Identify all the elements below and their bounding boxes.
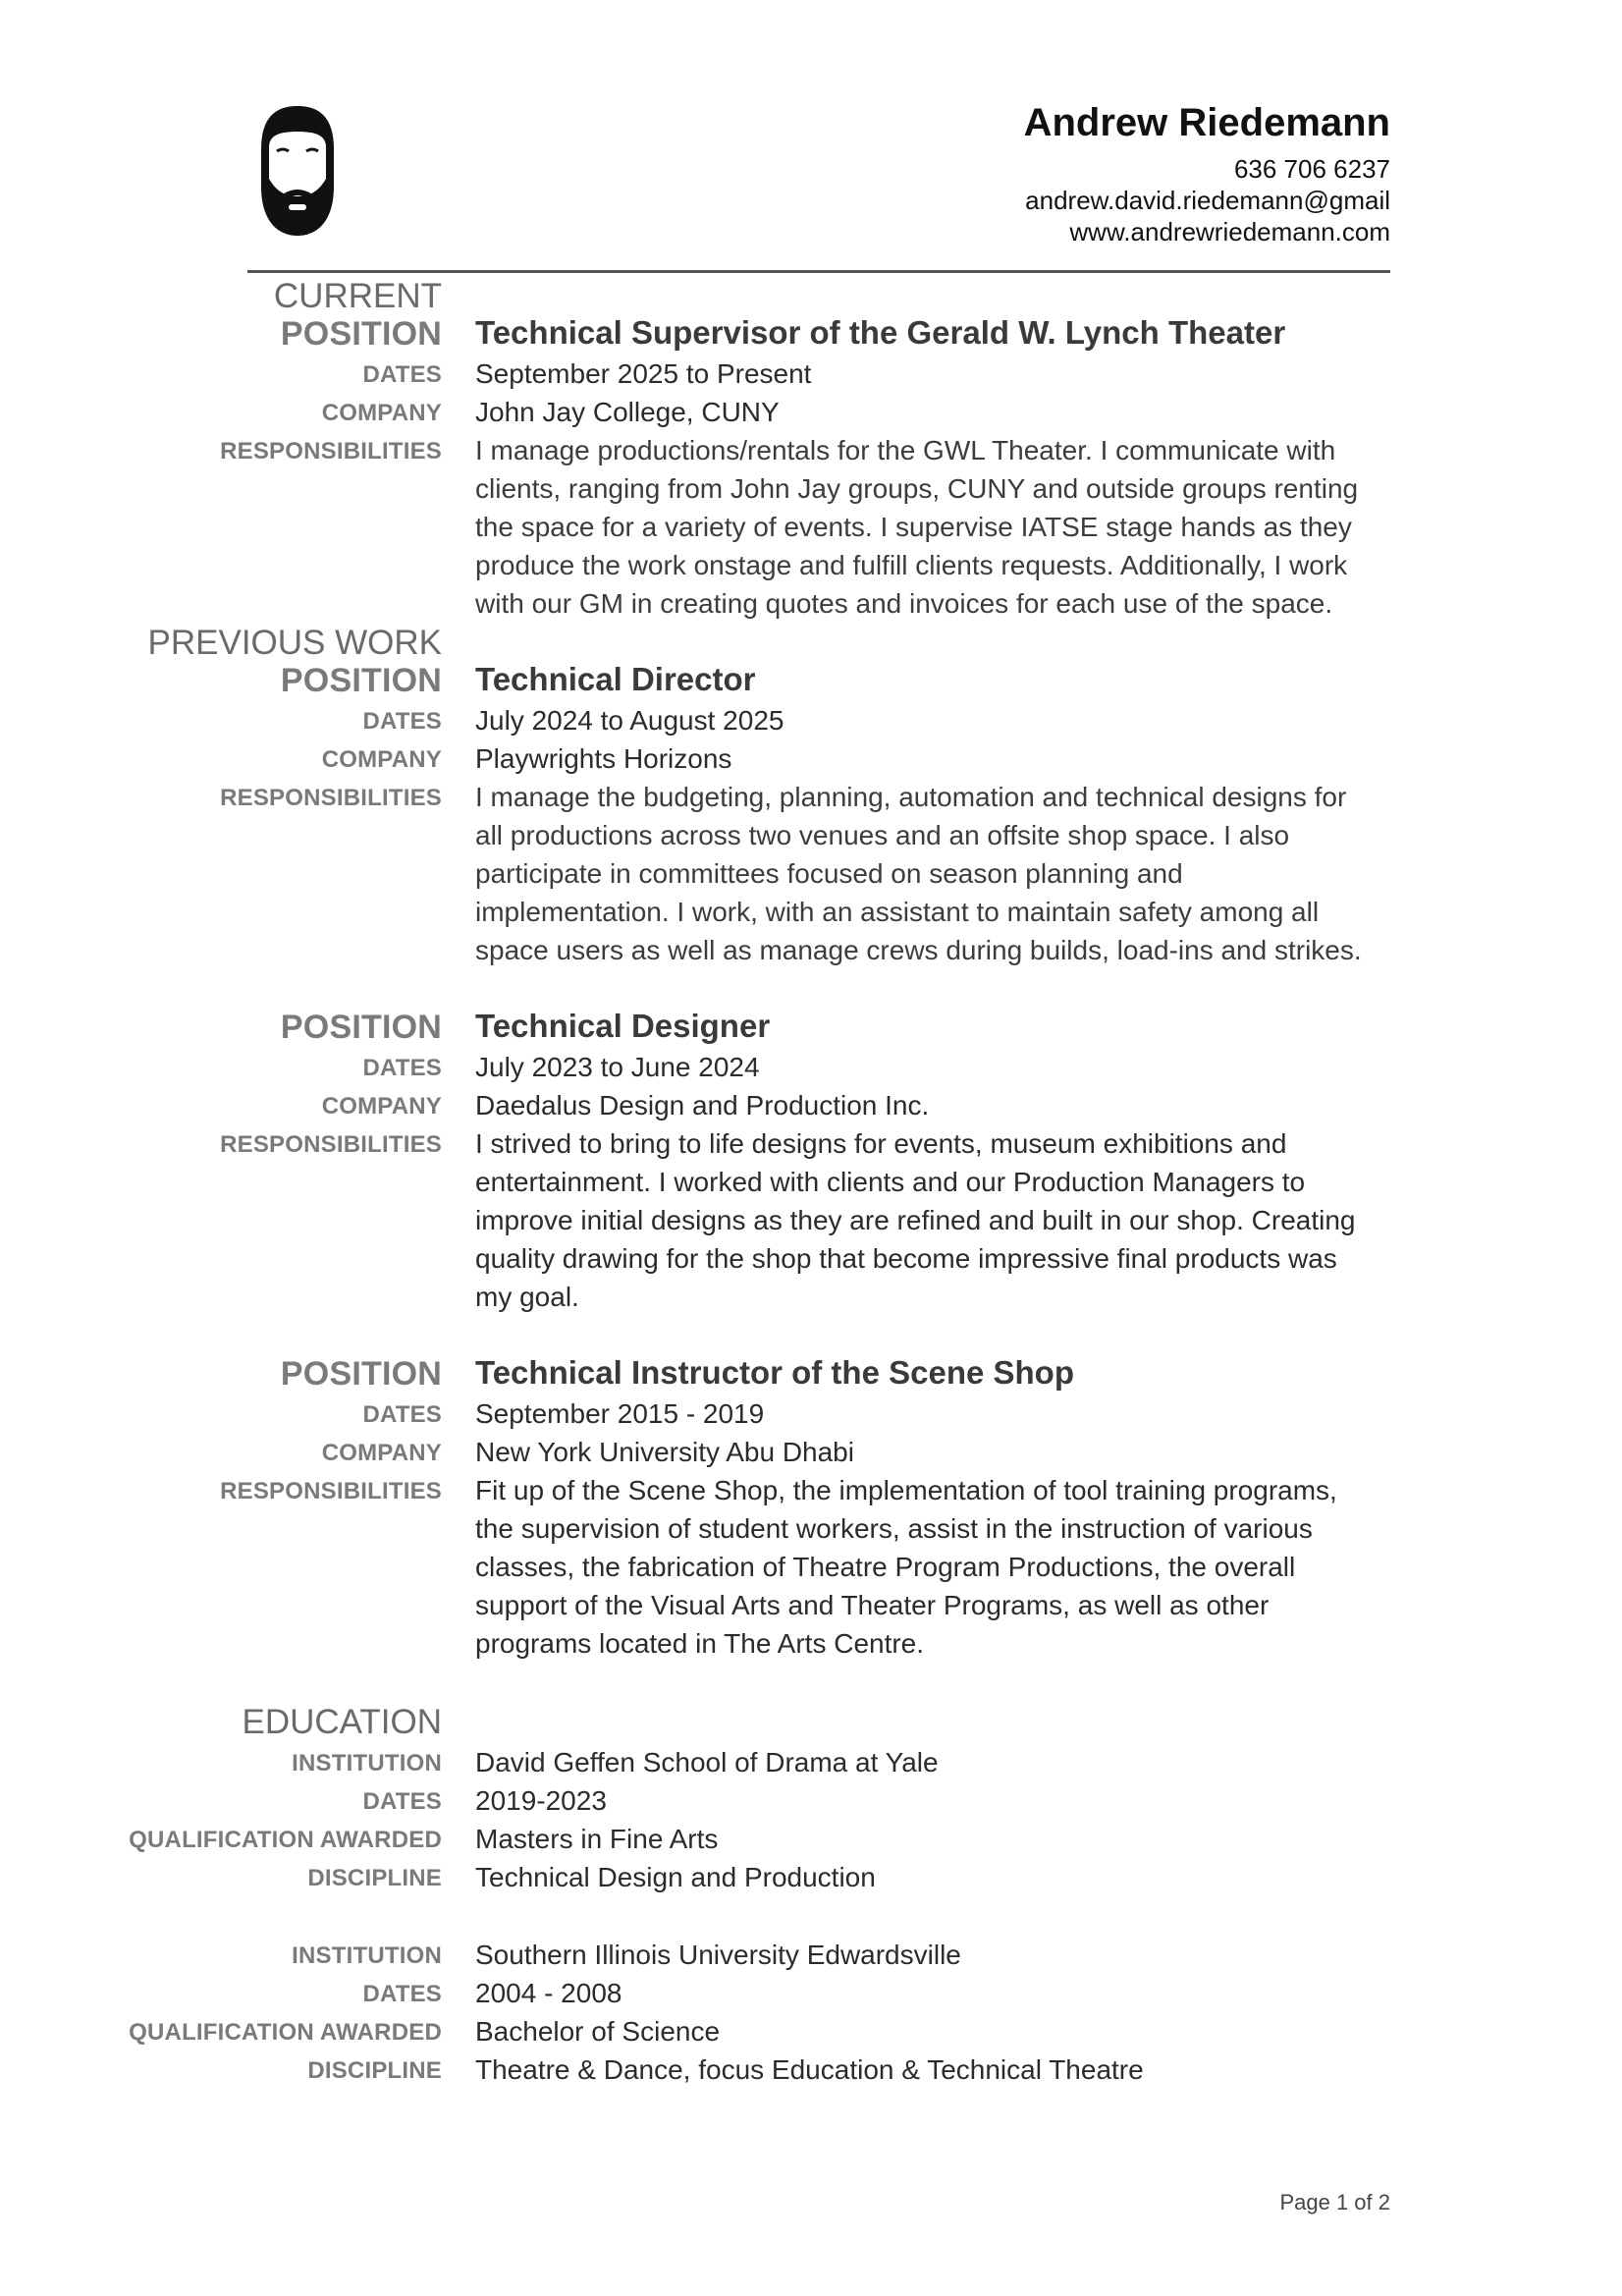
resp-line: my goal. <box>475 1282 579 1312</box>
resp-line: implementation. I work, with an assistant to maintain safety among all <box>475 897 1320 927</box>
job-title: Technical Supervisor of the Gerald W. Lynch Theater <box>475 314 1286 351</box>
edu-institution: David Geffen School of Drama at Yale <box>475 1747 939 1777</box>
institution-label: INSTITUTION <box>292 1750 442 1777</box>
dates-label: DATES <box>362 1401 442 1428</box>
position-label: POSITION <box>280 315 442 353</box>
section-current: CURRENT <box>273 277 442 315</box>
resp-line: support of the Visual Arts and Theater Programs, as well as other <box>475 1590 1270 1620</box>
job-company: New York University Abu Dhabi <box>475 1437 854 1467</box>
dates-label: DATES <box>362 1981 442 2007</box>
edu-institution: Southern Illinois University Edwardsville <box>475 1940 961 1970</box>
job-dates: September 2025 to Present <box>475 358 812 389</box>
resp-line: I manage productions/rentals for the GWL Theater. I communicate with <box>475 435 1336 465</box>
job-dates: July 2023 to June 2024 <box>475 1052 760 1082</box>
header-divider <box>247 270 1390 273</box>
position-label: POSITION <box>280 662 442 699</box>
dates-label: DATES <box>362 1788 442 1815</box>
resp-line: all productions across two venues and an offsite shop space. I also <box>475 820 1290 850</box>
avatar-bearded-face-icon <box>257 102 338 240</box>
job-responsibilities <box>475 431 1398 623</box>
discipline-label: DISCIPLINE <box>307 2057 442 2084</box>
position-label: POSITION <box>280 1355 442 1393</box>
dates-label: DATES <box>362 1055 442 1081</box>
job-responsibilities <box>475 778 1398 969</box>
edu-dates: 2019-2023 <box>475 1785 607 1816</box>
resp-line: Fit up of the Scene Shop, the implementation of tool training programs, <box>475 1475 1337 1505</box>
position-label: POSITION <box>280 1009 442 1046</box>
qualification-label: QUALIFICATION AWARDED <box>129 1827 442 1853</box>
job-dates: September 2015 - 2019 <box>475 1398 765 1429</box>
company-label: COMPANY <box>321 1440 442 1466</box>
email-address[interactable]: andrew.david.riedemann@gmail <box>1025 186 1390 215</box>
job-responsibilities <box>475 1124 1398 1316</box>
company-label: COMPANY <box>321 1093 442 1120</box>
page-number: Page 1 of 2 <box>1279 2190 1390 2214</box>
responsibilities-label: RESPONSIBILITIES <box>220 785 442 811</box>
resp-line: improve initial designs as they are refined and built in our shop. Creating <box>475 1205 1356 1235</box>
edu-dates: 2004 - 2008 <box>475 1978 622 2008</box>
website-link[interactable]: www.andrewriedemann.com <box>1069 217 1390 246</box>
resp-line: I strived to bring to life designs for events, museum exhibitions and <box>475 1128 1287 1159</box>
section-education: EDUCATION <box>242 1703 442 1741</box>
job-company: John Jay College, CUNY <box>475 397 780 427</box>
qualification-label: QUALIFICATION AWARDED <box>129 2019 442 2046</box>
job-company: Daedalus Design and Production Inc. <box>475 1090 930 1121</box>
resp-line: entertainment. I worked with clients and our Production Managers to <box>475 1167 1306 1197</box>
resp-line: participate in committees focused on season planning and <box>475 858 1183 889</box>
resp-line: produce the work onstage and fulfill clients requests. Additionally, I work <box>475 550 1348 580</box>
job-title: Technical Designer <box>475 1008 771 1044</box>
company-label: COMPANY <box>321 746 442 773</box>
job-title: Technical Director <box>475 661 756 697</box>
phone-number: 636 706 6237 <box>1233 154 1390 184</box>
resp-line: quality drawing for the shop that become impressive final products was <box>475 1243 1337 1274</box>
edu-discipline: Technical Design and Production <box>475 1862 876 1892</box>
job-dates: July 2024 to August 2025 <box>475 705 784 736</box>
responsibilities-label: RESPONSIBILITIES <box>220 1131 442 1158</box>
dates-label: DATES <box>362 708 442 735</box>
discipline-label: DISCIPLINE <box>307 1865 442 1891</box>
candidate-name: Andrew Riedemann <box>1023 101 1390 144</box>
resp-line: clients, ranging from John Jay groups, CUNY and outside groups renting <box>475 473 1359 504</box>
resp-line: the space for a variety of events. I supervise IATSE stage hands as they <box>475 512 1352 542</box>
resp-line: classes, the fabrication of Theatre Program Productions, the overall <box>475 1552 1296 1582</box>
edu-qualification: Bachelor of Science <box>475 2016 721 2047</box>
edu-discipline: Theatre & Dance, focus Education & Technical Theatre <box>475 2054 1144 2085</box>
contact-header <box>1024 98 1390 247</box>
resp-line: with our GM in creating quotes and invoices for each use of the space. <box>475 588 1333 619</box>
responsibilities-label: RESPONSIBILITIES <box>220 1478 442 1504</box>
edu-qualification: Masters in Fine Arts <box>475 1824 719 1854</box>
resp-line: the supervision of student workers, assist in the instruction of various <box>475 1513 1313 1544</box>
job-title: Technical Instructor of the Scene Shop <box>475 1354 1074 1391</box>
job-responsibilities <box>475 1471 1398 1663</box>
resp-line: space users as well as manage crews during builds, load-ins and strikes. <box>475 935 1362 965</box>
institution-label: INSTITUTION <box>292 1942 442 1969</box>
dates-label: DATES <box>362 361 442 388</box>
resp-line: programs located in The Arts Centre. <box>475 1628 925 1659</box>
section-previous-work: PREVIOUS WORK <box>147 624 442 662</box>
job-company: Playwrights Horizons <box>475 743 732 774</box>
company-label: COMPANY <box>321 400 442 426</box>
resp-line: I manage the budgeting, planning, automation and technical designs for <box>475 782 1347 812</box>
responsibilities-label: RESPONSIBILITIES <box>220 438 442 465</box>
